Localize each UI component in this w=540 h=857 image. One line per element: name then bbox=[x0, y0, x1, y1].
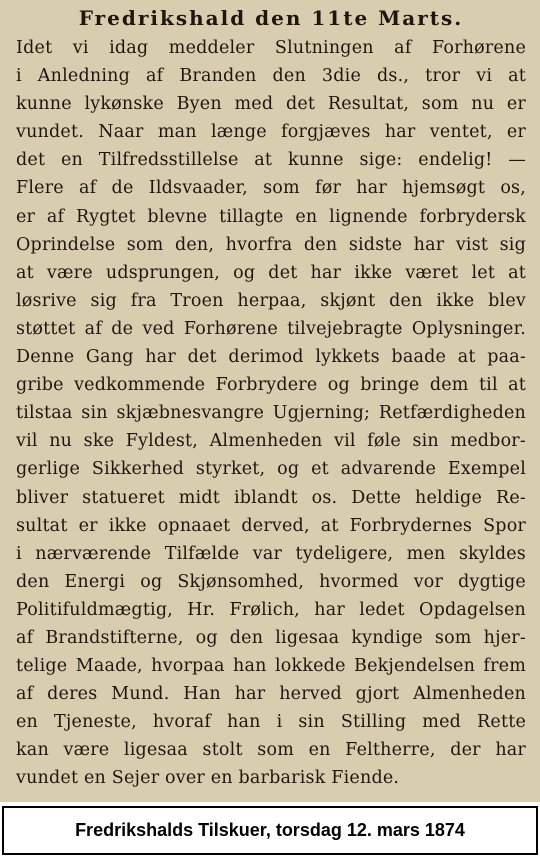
article-line: en Tjeneste, hvoraf han i sin Stilling med Rette bbox=[16, 712, 526, 733]
article-line: vil nu ske Fyldest, Almenheden vil føle sin medbor- bbox=[16, 431, 526, 452]
article-line: bliver statueret midt iblandt os. Dette heldige Re- bbox=[16, 487, 526, 508]
article-line: kunne lykønske Byen med det Resultat, som nu er bbox=[16, 94, 526, 115]
article-line: telige Maade, hvorpaa han lokkede Bekjendelsen frem bbox=[16, 656, 526, 677]
article-line: gerlige Sikkerhed styrket, og et advarende Exempel bbox=[16, 459, 526, 480]
source-caption: Fredrikshalds Tilskuer, torsdag 12. mars 1874 bbox=[75, 820, 465, 840]
article-headline: Fredrikshald den 11te Marts. bbox=[78, 6, 464, 30]
article-line: i Anledning af Branden den 3die ds., tror vi at bbox=[16, 66, 526, 87]
caption-box bbox=[2, 806, 538, 855]
article-line: tilstaa sin skjæbnesvangre Ugjerning; Retfærdigheden bbox=[16, 403, 526, 424]
article-line: vundet. Naar man længe forgjæves har ventet, er bbox=[16, 122, 526, 143]
article-line: vundet en Sejer over en barbarisk Fiende. bbox=[16, 768, 400, 789]
article-body bbox=[16, 34, 526, 793]
article-line: Politifuldmægtig, Hr. Frølich, har ledet Opdagelsen bbox=[16, 599, 526, 620]
article-line: kan være ligesaa stolt som en Feltherre, der har bbox=[16, 740, 526, 761]
article-line: Oprindelse som den, hvorfra den sidste har vist sig bbox=[16, 234, 526, 255]
article-line: støttet af de ved Forhørene tilvejebragte Oplysninger. bbox=[16, 318, 526, 339]
article-line: Idet vi idag meddeler Slutningen af Forhørene bbox=[16, 38, 526, 58]
article-line: i nærværende Tilfælde var tydeligere, men skyldes bbox=[16, 543, 526, 564]
article-line: sultat er ikke opnaaet derved, at Forbrydernes Spor bbox=[16, 515, 526, 536]
article-line: gribe vedkommende Forbrydere og bringe dem til at bbox=[16, 375, 526, 396]
article-line: den Energi og Skjønsomhed, hvormed vor dygtige bbox=[16, 571, 526, 592]
article-line: det en Tilfredsstillelse at kunne sige: endelig! — bbox=[16, 150, 526, 171]
article-line: af deres Mund. Han har herved gjort Almenheden bbox=[16, 684, 526, 705]
article-line: Denne Gang har det derimod lykkets baade at paa- bbox=[16, 347, 526, 368]
article-line: Flere af de Ildsvaader, som før har hjemsøgt os, bbox=[16, 178, 526, 199]
article-line: er af Rygtet blevne tillagte en lignende forbrydersk bbox=[16, 206, 526, 227]
article-line: af Brandstifterne, og den ligesaa kyndige som hjer- bbox=[16, 627, 526, 648]
article-line: løsrive sig fra Troen herpaa, skjønt den ikke blev bbox=[16, 290, 526, 311]
article-line: at være udsprungen, og det har ikke været let at bbox=[16, 262, 526, 283]
